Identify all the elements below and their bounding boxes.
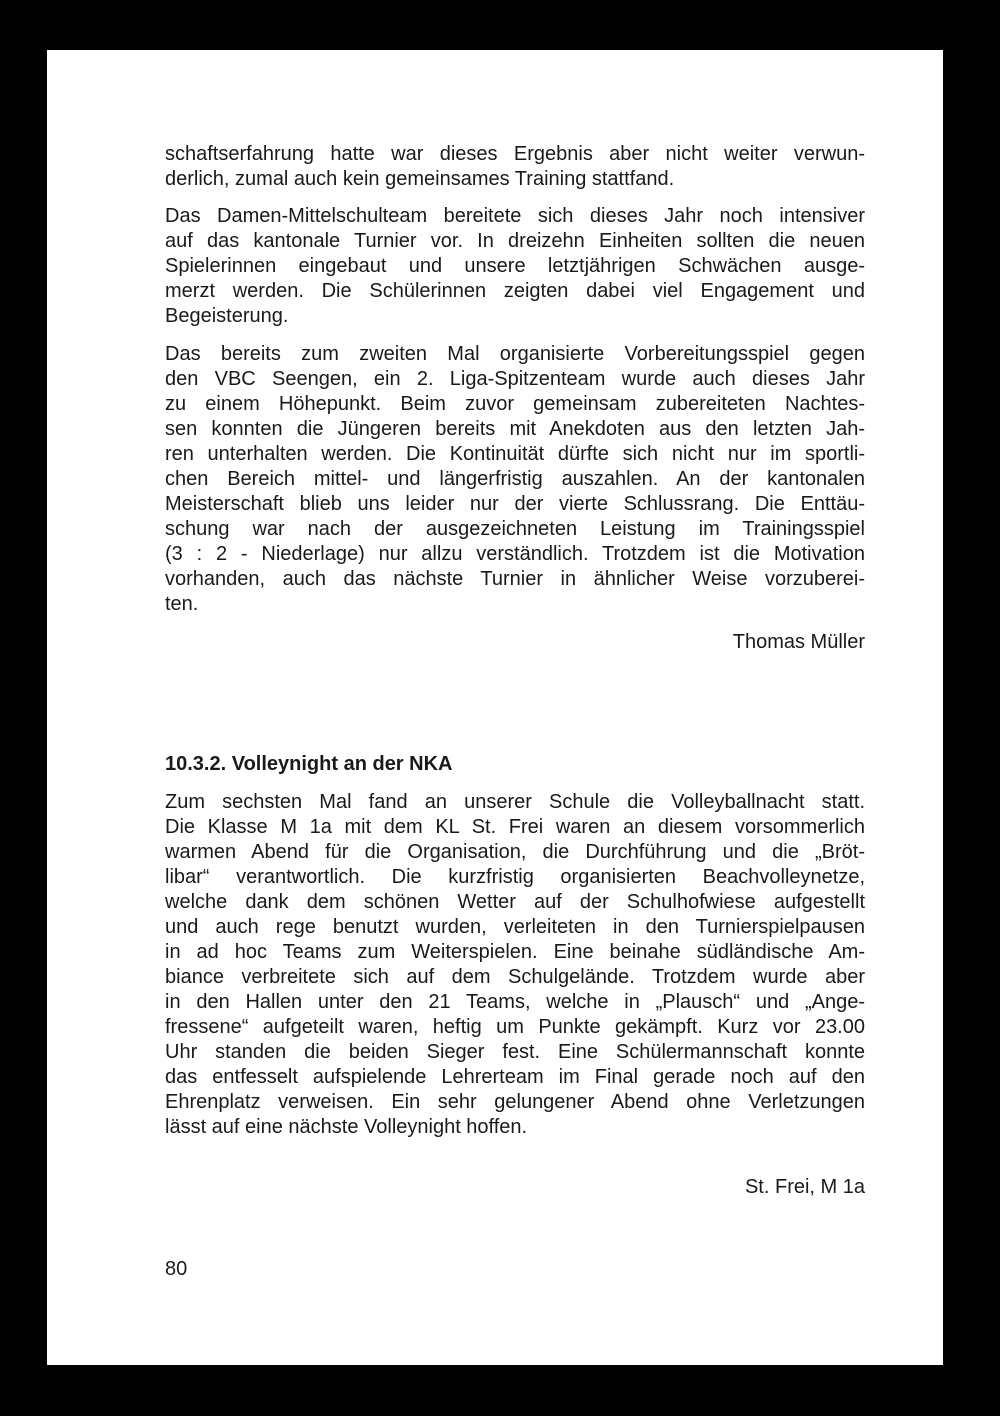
text-line: derlich, zumal auch kein gemeinsames Training stattfand. — [165, 168, 675, 190]
text-line: chen Bereich mittel- und längerfristig auszahlen. An der kantonalen — [165, 468, 865, 490]
text-line: Die Klasse M 1a mit dem KL St. Frei waren an diesem vorsommerlich — [165, 816, 865, 838]
document-page — [47, 50, 943, 1365]
text-line: auf das kantonale Turnier vor. In dreizehn Einheiten sollten die neuen — [165, 230, 865, 252]
text-line: schaftserfahrung hatte war dieses Ergebnis aber nicht weiter verwun- — [165, 143, 865, 165]
paragraph-1 — [165, 142, 865, 192]
text-line: merzt werden. Die Schülerinnen zeigten dabei viel Engagement und — [165, 280, 865, 302]
section-heading: 10.3.2. Volleynight an der NKA — [165, 753, 453, 775]
text-line: Meisterschaft blieb uns leider nur der vierte Schlussrang. Die Enttäu- — [165, 493, 865, 515]
text-line: ten. — [165, 593, 199, 615]
text-line: biance verbreitete sich auf dem Schulgelände. Trotzdem wurde aber — [165, 966, 865, 988]
text-line: lässt auf eine nächste Volleynight hoffen. — [165, 1116, 528, 1138]
text-line: Das Damen-Mittelschulteam bereitete sich dieses Jahr noch intensiver — [165, 205, 865, 227]
text-line: in den Hallen unter den 21 Teams, welche in „Plausch“ und „Ange- — [165, 991, 865, 1013]
text-line: warmen Abend für die Organisation, die Durchführung und die „Bröt- — [165, 841, 865, 863]
text-line: sen konnten die Jüngeren bereits mit Anekdoten aus den letzten Jah- — [165, 418, 865, 440]
text-line: fressene“ aufgeteilt waren, heftig um Punkte gekämpft. Kurz vor 23.00 — [165, 1016, 865, 1038]
text-line: vorhanden, auch das nächste Turnier in ähnlicher Weise vorzuberei- — [165, 568, 865, 590]
paragraph-3 — [165, 342, 865, 617]
text-line: und auch rege benutzt wurden, verleiteten in den Turnierspielpausen — [165, 916, 865, 938]
text-line: (3 : 2 - Niederlage) nur allzu verständlich. Trotzdem ist die Motivation — [165, 543, 865, 565]
paragraph-4 — [165, 790, 865, 1140]
text-line: ren unterhalten werden. Die Kontinuität dürfte sich nicht nur im sportli- — [165, 443, 865, 465]
text-line: Uhr standen die beiden Sieger fest. Eine Schülermannschaft konnte — [165, 1041, 865, 1063]
author-signature-2: St. Frei, M 1a — [744, 1176, 865, 1198]
author-signature: Thomas Müller — [732, 631, 865, 653]
text-line: Das bereits zum zweiten Mal organisierte Vorbereitungsspiel gegen — [165, 343, 865, 365]
text-line: Spielerinnen eingebaut und unsere letztjährigen Schwächen ausge- — [165, 255, 865, 277]
page-number: 80 — [165, 1258, 188, 1280]
text-line: welche dank dem schönen Wetter auf der Schulhofwiese aufgestellt — [165, 891, 865, 913]
text-line: libar“ verantwortlich. Die kurzfristig organisierten Beachvolleynetze, — [165, 866, 865, 888]
text-line: Ehrenplatz verweisen. Ein sehr gelungener Abend ohne Verletzungen — [165, 1091, 865, 1113]
text-line: in ad hoc Teams zum Weiterspielen. Eine beinahe südländische Am- — [165, 941, 865, 963]
text-line: den VBC Seengen, ein 2. Liga-Spitzenteam wurde auch dieses Jahr — [165, 368, 865, 390]
paragraph-2 — [165, 204, 865, 329]
text-line: Begeisterung. — [165, 305, 289, 327]
text-line: Zum sechsten Mal fand an unserer Schule die Volleyballnacht statt. — [165, 791, 865, 813]
text-line: das entfesselt aufspielende Lehrerteam im Final gerade noch auf den — [165, 1066, 865, 1088]
text-line: schung war nach der ausgezeichneten Leistung im Trainingsspiel — [165, 518, 865, 540]
text-line: zu einem Höhepunkt. Beim zuvor gemeinsam zubereiteten Nachtes- — [165, 393, 865, 415]
